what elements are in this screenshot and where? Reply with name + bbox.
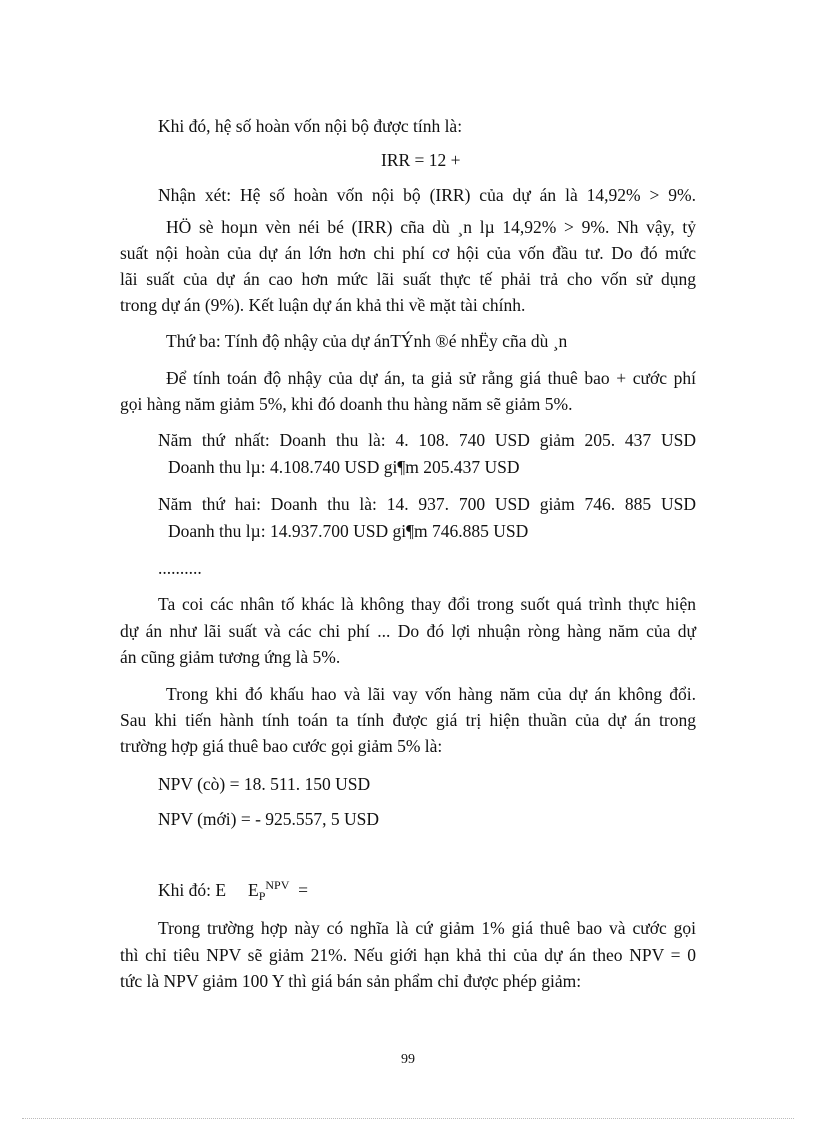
para2-line3: suất nội hoàn của dự án lớn hơn chi phí cơ hội của vốn đầu tư. Do đó mức — [120, 243, 696, 263]
year2-line1: Năm thứ hai: Doanh thu là: 14. 937. 700 USD giảm 746. 885 USD — [158, 494, 696, 514]
para5-line3: án cũng giảm tương ứng là 5%. — [120, 647, 341, 667]
footer-divider — [22, 1118, 794, 1119]
para5-line1: Ta coi các nhân tố khác là không thay đổi trong suốt quá trình thực hiện — [158, 594, 696, 614]
npv-old: NPV (cò) = 18. 511. 150 USD — [158, 774, 371, 794]
section-heading-sensitivity: Thứ ba: Tính độ nhậy của dự ánTÝnh ®é nhËy cña dù ¸n — [166, 331, 568, 351]
para5-line2: dự án như lãi suất và các chi phí ... Do đó lợi nhuận ròng hàng năm của dự — [120, 621, 696, 641]
elasticity-equals: = — [298, 880, 309, 900]
elasticity-subscript: P — [258, 889, 266, 903]
para2-line5: trong dự án (9%). Kết luận dự án khả thi về mặt tài chính. — [120, 295, 526, 315]
elasticity-formula — [248, 878, 308, 904]
year1-line1: Năm thứ nhất: Doanh thu là: 4. 108. 740 USD giảm 205. 437 USD — [158, 430, 696, 450]
year1-line2: Doanh thu lµ: 4.108.740 USD gi¶m 205.437 USD — [168, 457, 520, 477]
elasticity-label: Khi đó: E — [158, 880, 227, 900]
para2-line1: Nhận xét: Hệ số hoàn vốn nội bộ (IRR) của dự án là 14,92% > 9%. — [158, 185, 696, 205]
para2-line2: HÖ sè hoµn vèn néi bé (IRR) cña dù ¸n lµ 14,92% > 9%. Nh vậy, tỷ — [166, 217, 696, 237]
ellipsis: .......... — [158, 558, 202, 578]
irr-formula: IRR = 12 + — [381, 150, 461, 170]
para2-line4: lãi suất của dự án cao hơn mức lãi suất thực tế phải trả cho vốn sử dụng — [120, 269, 696, 289]
para6-line1: Trong khi đó khấu hao và lãi vay vốn hàng năm của dự án không đổi. — [166, 684, 696, 704]
para7-line1: Trong trường hợp này có nghĩa là cứ giảm 1% giá thuê bao và cước gọi — [158, 918, 696, 938]
year2-line2: Doanh thu lµ: 14.937.700 USD gi¶m 746.885 USD — [168, 521, 529, 541]
para7-line2: thì chỉ tiêu NPV sẽ giảm 21%. Nếu giới hạn khả thi của dự án theo NPV = 0 — [120, 945, 696, 965]
elasticity-base: E — [248, 880, 259, 900]
para4-line2: gọi hàng năm giảm 5%, khi đó doanh thu hàng năm sẽ giảm 5%. — [120, 394, 573, 414]
page-number: 99 — [401, 1052, 415, 1067]
para1-line1: Khi đó, hệ số hoàn vốn nội bộ được tính là: — [158, 116, 463, 136]
npv-new: NPV (mới) = - 925.557, 5 USD — [158, 809, 380, 829]
para6-line3: trường hợp giá thuê bao cước gọi giảm 5% là: — [120, 736, 443, 756]
para4-line1: Để tính toán độ nhậy của dự án, ta giả sử rằng giá thuê bao + cước phí — [166, 368, 696, 388]
elasticity-superscript: NPV — [265, 878, 290, 892]
para7-line3: tức là NPV giảm 100 Y thì giá bán sản phẩm chỉ được phép giảm: — [120, 971, 582, 991]
para6-line2: Sau khi tiến hành tính toán ta tính được giá trị hiện thuần của dự án trong — [120, 710, 696, 730]
